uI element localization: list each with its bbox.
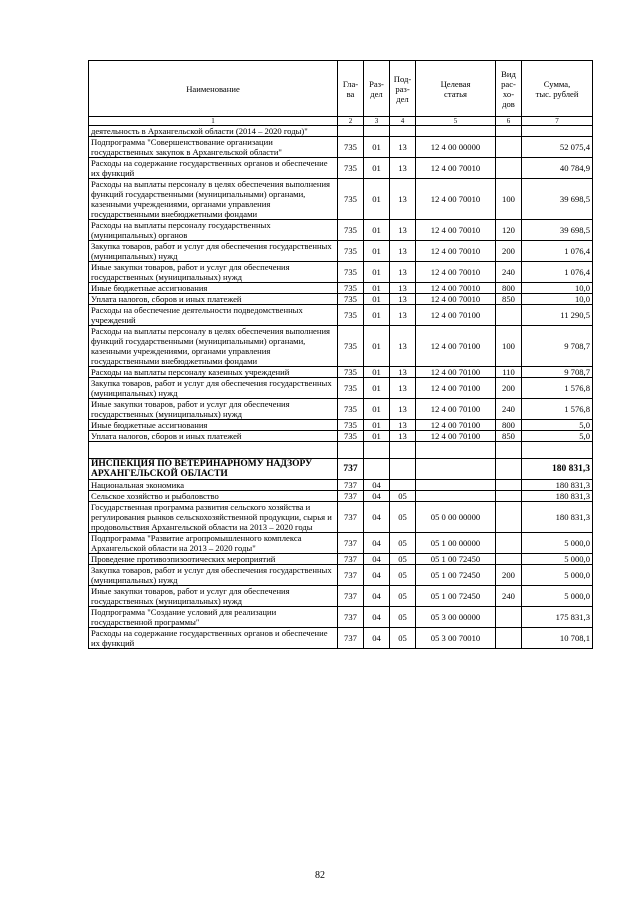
cell-chapter: 735 xyxy=(338,420,364,431)
table-row xyxy=(89,305,593,326)
cell-section: 04 xyxy=(364,554,390,565)
cell-subsection: 13 xyxy=(390,220,416,241)
table-row xyxy=(89,459,593,480)
cell-sum: 5 000,0 xyxy=(522,565,593,586)
cell-sum: 9 708,7 xyxy=(522,326,593,367)
cell-expense-type xyxy=(496,554,522,565)
cell-chapter: 735 xyxy=(338,326,364,367)
cell-target: 05 0 00 00000 xyxy=(416,502,496,533)
cell-subsection xyxy=(390,480,416,491)
cell-section: 01 xyxy=(364,367,390,378)
cell-subsection: 13 xyxy=(390,326,416,367)
header-sum: Сумма, тыс. рублей xyxy=(522,61,593,117)
cell-target: 05 3 00 00000 xyxy=(416,607,496,628)
cell-name: Закупка товаров, работ и услуг для обеспечения государственных (муниципальных) нужд xyxy=(89,241,338,262)
cell-subsection: 13 xyxy=(390,378,416,399)
table-row xyxy=(89,554,593,565)
cell-chapter: 737 xyxy=(338,459,364,480)
cell-sum: 1 576,8 xyxy=(522,378,593,399)
cell-chapter: 737 xyxy=(338,565,364,586)
cell-subsection: 05 xyxy=(390,586,416,607)
cell-section: 01 xyxy=(364,137,390,158)
cell-target xyxy=(416,442,496,459)
cell-target: 12 4 00 70010 xyxy=(416,283,496,294)
cell-target: 12 4 00 70010 xyxy=(416,220,496,241)
cell-target: 05 1 00 72450 xyxy=(416,586,496,607)
cell-subsection xyxy=(390,442,416,459)
cell-section: 04 xyxy=(364,607,390,628)
cell-chapter: 735 xyxy=(338,294,364,305)
cell-sum: 180 831,3 xyxy=(522,459,593,480)
cell-subsection xyxy=(390,459,416,480)
cell-chapter: 735 xyxy=(338,431,364,442)
table-row xyxy=(89,491,593,502)
column-number: 2 xyxy=(338,117,364,126)
table-row xyxy=(89,420,593,431)
cell-name: Расходы на выплаты персоналу в целях обеспечения выполнения функций государственными (муниципальными) органами, казенными учреждениями, органами управления государственными внебюджетными фондами xyxy=(89,326,338,367)
cell-chapter: 737 xyxy=(338,628,364,649)
table-row xyxy=(89,399,593,420)
table-row xyxy=(89,220,593,241)
cell-sum: 180 831,3 xyxy=(522,491,593,502)
cell-target: 12 4 00 70010 xyxy=(416,262,496,283)
cell-chapter: 735 xyxy=(338,220,364,241)
table-row xyxy=(89,533,593,554)
cell-sum: 5 000,0 xyxy=(522,586,593,607)
cell-expense-type xyxy=(496,502,522,533)
cell-chapter: 737 xyxy=(338,554,364,565)
table-row xyxy=(89,262,593,283)
cell-name: Государственная программа развития сельского хозяйства и регулирования рынков сельскохозяйственной продукции, сырья и продовольствия Архангельской области на 2013 – 2020 годы xyxy=(89,502,338,533)
column-number: 4 xyxy=(390,117,416,126)
table-row xyxy=(89,158,593,179)
cell-expense-type xyxy=(496,305,522,326)
cell-subsection: 13 xyxy=(390,420,416,431)
cell-section: 01 xyxy=(364,420,390,431)
cell-sum: 52 075,4 xyxy=(522,137,593,158)
cell-target: 12 4 00 00000 xyxy=(416,137,496,158)
cell-expense-type: 120 xyxy=(496,220,522,241)
table-row xyxy=(89,431,593,442)
cell-chapter: 737 xyxy=(338,491,364,502)
cell-sum: 10 708,1 xyxy=(522,628,593,649)
cell-name: Уплата налогов, сборов и иных платежей xyxy=(89,431,338,442)
cell-name: Иные закупки товаров, работ и услуг для обеспечения государственных (муниципальных) нужд xyxy=(89,262,338,283)
cell-target: 12 4 00 70100 xyxy=(416,326,496,367)
cell-name: Иные закупки товаров, работ и услуг для обеспечения государственных (муниципальных) нужд xyxy=(89,399,338,420)
cell-subsection: 13 xyxy=(390,241,416,262)
cell-target: 12 4 00 70010 xyxy=(416,294,496,305)
cell-expense-type: 240 xyxy=(496,262,522,283)
cell-section: 01 xyxy=(364,179,390,220)
cell-sum: 40 784,9 xyxy=(522,158,593,179)
cell-expense-type xyxy=(496,628,522,649)
cell-chapter xyxy=(338,126,364,137)
table-row xyxy=(89,378,593,399)
cell-chapter: 735 xyxy=(338,241,364,262)
cell-expense-type: 850 xyxy=(496,431,522,442)
cell-chapter: 735 xyxy=(338,262,364,283)
cell-sum: 180 831,3 xyxy=(522,502,593,533)
table-row xyxy=(89,565,593,586)
cell-subsection: 13 xyxy=(390,399,416,420)
cell-name: ИНСПЕКЦИЯ ПО ВЕТЕРИНАРНОМУ НАДЗОРУ АРХАНГЕЛЬСКОЙ ОБЛАСТИ xyxy=(89,459,338,480)
cell-name: Иные закупки товаров, работ и услуг для обеспечения государственных (муниципальных) нужд xyxy=(89,586,338,607)
cell-chapter: 735 xyxy=(338,367,364,378)
cell-target xyxy=(416,491,496,502)
table-body xyxy=(89,126,593,649)
cell-chapter: 735 xyxy=(338,378,364,399)
cell-section: 04 xyxy=(364,565,390,586)
header-chapter: Гла- ва xyxy=(338,61,364,117)
table-row xyxy=(89,241,593,262)
cell-sum: 180 831,3 xyxy=(522,480,593,491)
cell-section: 01 xyxy=(364,305,390,326)
cell-section: 04 xyxy=(364,480,390,491)
cell-section: 04 xyxy=(364,502,390,533)
cell-expense-type: 100 xyxy=(496,326,522,367)
cell-expense-type: 240 xyxy=(496,586,522,607)
cell-section: 04 xyxy=(364,491,390,502)
cell-chapter xyxy=(338,442,364,459)
cell-expense-type xyxy=(496,533,522,554)
cell-name: Расходы на содержание государственных органов и обеспечение их функций xyxy=(89,158,338,179)
table-row xyxy=(89,442,593,459)
cell-chapter: 737 xyxy=(338,533,364,554)
cell-name: Подпрограмма "Создание условий для реализации государственной программы" xyxy=(89,607,338,628)
cell-name: Уплата налогов, сборов и иных платежей xyxy=(89,294,338,305)
table-row xyxy=(89,367,593,378)
table-row xyxy=(89,502,593,533)
cell-subsection: 13 xyxy=(390,294,416,305)
cell-target: 05 3 00 70010 xyxy=(416,628,496,649)
cell-sum: 1 076,4 xyxy=(522,241,593,262)
cell-name: Закупка товаров, работ и услуг для обеспечения государственных (муниципальных) нужд xyxy=(89,378,338,399)
cell-sum: 39 698,5 xyxy=(522,220,593,241)
cell-expense-type: 100 xyxy=(496,179,522,220)
cell-subsection: 13 xyxy=(390,367,416,378)
cell-sum xyxy=(522,126,593,137)
cell-subsection: 13 xyxy=(390,283,416,294)
cell-subsection: 05 xyxy=(390,502,416,533)
cell-sum: 5 000,0 xyxy=(522,554,593,565)
table-row xyxy=(89,607,593,628)
cell-sum: 5,0 xyxy=(522,431,593,442)
cell-name: Сельское хозяйство и рыболовство xyxy=(89,491,338,502)
cell-name: Расходы на выплаты персоналу в целях обеспечения выполнения функций государственными (муниципальными) органами, казенными учреждениями, органами управления государственными внебюджетными фондами xyxy=(89,179,338,220)
cell-subsection: 05 xyxy=(390,628,416,649)
cell-section: 01 xyxy=(364,294,390,305)
cell-target: 05 1 00 72450 xyxy=(416,565,496,586)
cell-name: Иные бюджетные ассигнования xyxy=(89,420,338,431)
cell-name: Закупка товаров, работ и услуг для обеспечения государственных (муниципальных) нужд xyxy=(89,565,338,586)
cell-name: Подпрограмма "Совершенствование организации государственных закупок в Архангельской области" xyxy=(89,137,338,158)
cell-section: 01 xyxy=(364,158,390,179)
column-number: 1 xyxy=(89,117,338,126)
cell-expense-type xyxy=(496,126,522,137)
cell-sum: 10,0 xyxy=(522,294,593,305)
table-row xyxy=(89,586,593,607)
cell-subsection: 05 xyxy=(390,554,416,565)
cell-subsection: 13 xyxy=(390,137,416,158)
cell-section: 01 xyxy=(364,262,390,283)
cell-name xyxy=(89,442,338,459)
cell-expense-type xyxy=(496,158,522,179)
cell-subsection: 05 xyxy=(390,533,416,554)
cell-target xyxy=(416,126,496,137)
cell-sum: 39 698,5 xyxy=(522,179,593,220)
header-section: Раз- дел xyxy=(364,61,390,117)
cell-expense-type xyxy=(496,491,522,502)
cell-subsection: 13 xyxy=(390,179,416,220)
cell-target: 12 4 00 70100 xyxy=(416,367,496,378)
cell-name: Расходы на содержание государственных органов и обеспечение их функций xyxy=(89,628,338,649)
cell-name: Расходы на выплаты персоналу государственных (муниципальных) органов xyxy=(89,220,338,241)
cell-target xyxy=(416,459,496,480)
table-row xyxy=(89,326,593,367)
cell-sum: 9 708,7 xyxy=(522,367,593,378)
cell-target: 12 4 00 70010 xyxy=(416,179,496,220)
cell-name: Национальная экономика xyxy=(89,480,338,491)
cell-name: Расходы на обеспечение деятельности подведомственных учреждений xyxy=(89,305,338,326)
header-name: Наименование xyxy=(89,61,338,117)
column-number: 5 xyxy=(416,117,496,126)
cell-expense-type: 850 xyxy=(496,294,522,305)
cell-sum: 5 000,0 xyxy=(522,533,593,554)
cell-expense-type: 110 xyxy=(496,367,522,378)
cell-target: 12 4 00 70100 xyxy=(416,378,496,399)
table-row xyxy=(89,283,593,294)
cell-section xyxy=(364,459,390,480)
cell-section xyxy=(364,442,390,459)
cell-expense-type: 800 xyxy=(496,420,522,431)
cell-section xyxy=(364,126,390,137)
cell-sum: 10,0 xyxy=(522,283,593,294)
cell-subsection: 05 xyxy=(390,491,416,502)
cell-subsection xyxy=(390,126,416,137)
cell-target: 12 4 00 70010 xyxy=(416,158,496,179)
cell-section: 01 xyxy=(364,220,390,241)
table-row xyxy=(89,137,593,158)
budget-table xyxy=(88,60,593,649)
cell-section: 04 xyxy=(364,586,390,607)
cell-subsection: 05 xyxy=(390,607,416,628)
cell-section: 04 xyxy=(364,533,390,554)
table-row xyxy=(89,628,593,649)
cell-subsection: 13 xyxy=(390,431,416,442)
table-row xyxy=(89,480,593,491)
cell-section: 01 xyxy=(364,283,390,294)
cell-chapter: 735 xyxy=(338,179,364,220)
column-number: 6 xyxy=(496,117,522,126)
cell-target xyxy=(416,480,496,491)
cell-expense-type: 800 xyxy=(496,283,522,294)
page-number: 82 xyxy=(315,870,325,881)
cell-target: 12 4 00 70010 xyxy=(416,241,496,262)
cell-expense-type xyxy=(496,442,522,459)
cell-target: 12 4 00 70100 xyxy=(416,399,496,420)
table-header xyxy=(89,61,593,126)
cell-chapter: 735 xyxy=(338,283,364,294)
cell-name: Расходы на выплаты персоналу казенных учреждений xyxy=(89,367,338,378)
cell-expense-type xyxy=(496,607,522,628)
table-row xyxy=(89,179,593,220)
cell-sum: 1 076,4 xyxy=(522,262,593,283)
cell-subsection: 13 xyxy=(390,158,416,179)
cell-subsection: 13 xyxy=(390,262,416,283)
cell-expense-type: 200 xyxy=(496,565,522,586)
cell-name: деятельность в Архангельской области (2014 – 2020 годы)" xyxy=(89,126,338,137)
column-number: 3 xyxy=(364,117,390,126)
cell-sum xyxy=(522,442,593,459)
cell-section: 01 xyxy=(364,399,390,420)
cell-name: Иные бюджетные ассигнования xyxy=(89,283,338,294)
cell-sum: 1 576,8 xyxy=(522,399,593,420)
header-row xyxy=(89,61,593,117)
cell-section: 01 xyxy=(364,431,390,442)
header-subsection: Под- раз- дел xyxy=(390,61,416,117)
column-number-row xyxy=(89,117,593,126)
cell-expense-type: 200 xyxy=(496,241,522,262)
cell-name: Проведение противоэпизоотических мероприятий xyxy=(89,554,338,565)
cell-chapter: 735 xyxy=(338,137,364,158)
cell-section: 04 xyxy=(364,628,390,649)
header-expense-type: Вид рас- хо- дов xyxy=(496,61,522,117)
cell-target: 12 4 00 70100 xyxy=(416,305,496,326)
cell-chapter: 735 xyxy=(338,305,364,326)
cell-expense-type xyxy=(496,459,522,480)
cell-expense-type: 200 xyxy=(496,378,522,399)
cell-target: 05 1 00 00000 xyxy=(416,533,496,554)
cell-chapter: 737 xyxy=(338,480,364,491)
cell-target: 12 4 00 70100 xyxy=(416,420,496,431)
cell-chapter: 735 xyxy=(338,399,364,420)
cell-section: 01 xyxy=(364,241,390,262)
table-row xyxy=(89,294,593,305)
cell-sum: 5,0 xyxy=(522,420,593,431)
cell-section: 01 xyxy=(364,378,390,399)
cell-chapter: 737 xyxy=(338,586,364,607)
cell-subsection: 13 xyxy=(390,305,416,326)
column-number: 7 xyxy=(522,117,593,126)
cell-sum: 11 290,5 xyxy=(522,305,593,326)
cell-target: 05 1 00 72450 xyxy=(416,554,496,565)
header-target: Целевая статья xyxy=(416,61,496,117)
cell-target: 12 4 00 70100 xyxy=(416,431,496,442)
cell-expense-type: 240 xyxy=(496,399,522,420)
cell-sum: 175 831,3 xyxy=(522,607,593,628)
cell-subsection: 05 xyxy=(390,565,416,586)
cell-chapter: 737 xyxy=(338,607,364,628)
cell-expense-type xyxy=(496,480,522,491)
cell-chapter: 735 xyxy=(338,158,364,179)
table-row xyxy=(89,126,593,137)
cell-name: Подпрограмма "Развитие агропромышленного комплекса Архангельской области на 2013 – 2020 годы" xyxy=(89,533,338,554)
cell-section: 01 xyxy=(364,326,390,367)
cell-expense-type xyxy=(496,137,522,158)
cell-chapter: 737 xyxy=(338,502,364,533)
